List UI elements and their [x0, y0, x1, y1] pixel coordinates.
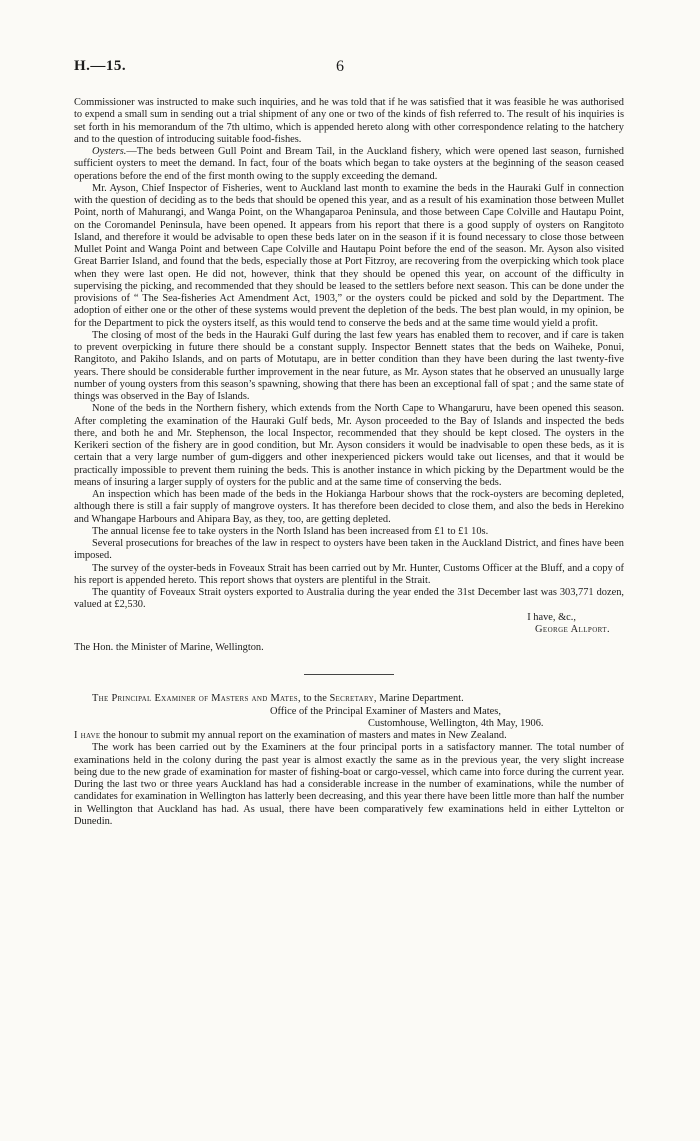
letter-to: Secretary, [329, 693, 377, 705]
section-divider [304, 674, 394, 675]
opening-words: I have [74, 730, 101, 741]
opening-text: the honour to submit my annual report on the examination of masters and mates in New Zealand. [100, 730, 507, 741]
signature-closing: I have, &c., [527, 611, 576, 623]
paragraph-foveaux-exports: The quantity of Foveaux Strait oysters exported to Australia during the year ended the 31st December last was 303,771 dozen, valued at £2,530. [74, 587, 624, 611]
letter-heading [74, 693, 624, 705]
paragraph-foveaux-survey: The survey of the oyster-beds in Foveaux Strait has been carried out by Mr. Hunter, Customs Officer at the Bluff, and a copy of his report is appended hereto. This report shows that oysters are plentiful in the Strait. [74, 562, 624, 586]
document-reference: H.—15. [74, 58, 127, 74]
paragraph-fish-inquiries: Commissioner was instructed to make such inquiries, and he was told that if he was satisfied that it was feasible he was authorised to expend a small sum in sending out a trial shipment of any one or two of the kinds of fish referred to. The result of his inquiries is set forth in his memorandum of the 7th ultimo, which is appended hereto along with other correspondence relating to the hatchery and to the question of introducing suitable food-fishes. [74, 97, 624, 145]
signature-name: George Allport. [535, 623, 610, 635]
paragraph-license-fee: The annual license fee to take oysters in the North Island has been increased from £1 to £1 10s. [92, 525, 489, 537]
paragraph-hokianga: An inspection which has been made of the beds in the Hokianga Harbour shows that the rock-oysters are becoming depleted, although there is still a fair supply of mangrove oysters. It has therefore been decided to close them, and also the beds in Herekino and Whangape Harbours and Ahipara Bay, as they, too, are getting depleted. [74, 489, 624, 525]
oysters-heading: Oysters. [92, 146, 127, 157]
paragraph-oysters [74, 146, 624, 183]
paragraph-hauraki-recovery: The closing of most of the beds in the Hauraki Gulf during the last few years has enabled them to recover, and if care is taken to prevent overpicking in future there should be a constant supply. Inspector Bennett states that the beds on Waiheke, Ponui, Rangitoto, and Pakiho Islands, and on parts of Motutapu, are in better condition than they have been during the last twenty-five years. There should be considerable further improvement in the near future, as Mr. Ayson states that he observed an unusually large number of young oysters from this season’s spawning, showing that there has been an exceptional fall of spat ; and the same state of things was observed in the Bay of Islands. [74, 329, 624, 402]
paragraph-ayson-inspection: Mr. Ayson, Chief Inspector of Fisheries, went to Auckland last month to examine the beds in the Hauraki Gulf in connection with the question of deciding as to the beds that should be opened this year, and as a result of his examination those between Mullet Point, north of Mahurangi, and Wanga Point, on the Whangaparoa Peninsula, and those between Cape Colville and Hautapu Point, on the Coromandel Peninsula, have been opened. It appears from his report that there is a good supply of oysters on Rangitoto Island, and therefore it would be advisable to open these beds later on in the season if it is found necessary to close those between Mullet Point and Wanga Point and between Cape Colville and Hautapu Point before the end of the season. Mr. Ayson also visited Great Barrier Island, and found that the beds, especially those at Port Fitzroy, are recovering from the overpicking which took place when they were last open. He did not, however, think that they should be opened this year, on account of the difficulty in supervising the picking, and recommended that they should be leased to the settlers before next season. This can be done under the provisions of “ The Sea-fisheries Act Amendment Act, 1903,” or the oysters could be picked and sold by the Department. The adoption of either one or the other of these systems would prevent the depletion of the beds. The best plan would, in my opinion, be for the Department to pick the oysters itself, as this would tend to conserve the beds and at the same time would yield a profit. [74, 182, 624, 329]
paragraph-prosecutions: Several prosecutions for breaches of the law in respect to oysters have been taken in the Auckland District, and fines have been imposed. [74, 538, 624, 562]
letter-from: The Principal Examiner of Masters and Mates, [92, 693, 301, 705]
report-body [74, 97, 624, 828]
page-number: 6 [336, 58, 344, 75]
letter-department: Marine Department. [376, 693, 464, 705]
paragraph-northern-fishery: None of the beds in the Northern fishery, which extends from the North Cape to Whangaruru, have been opened this season. After completing the examination of the Hauraki Gulf beds, Mr. Ayson proceeded to the Bay of Islands and inspected the beds there, and both he and Mr. Stephenson, the local Inspector, recommended that they should be kept closed. The oysters in the Kerikeri section of the fishery are in good condition, but Mr. Ayson considers it would be inadvisable to open these beds, as it is certain that a very large number of gum-diggers and other inexperienced pickers would take out licenses, and that it would be practically impossible to prevent them ruining the beds. This is another instance in which picking by the Department would be the means of insuring a larger supply of oysters for the public and at the same time of conserving the beds. [74, 403, 624, 488]
paragraph-examinations: The work has been carried out by the Examiners at the four principal ports in a satisfactory manner. The total number of examinations held in the colony during the past year is almost exactly the same as in the previous year, the very slight increase being due to the new grade of examination for master of fishing-boat or cargo-vessel, which came into force during the current year. During the last two or three years Auckland has had a considerable increase in the number of examinations, while the number of candidates for examination in Wellington has latterly been decreasing, and this year there have been little more than half the number in Wellington that Auckland has had. As usual, there have been comparatively few examinations held in either Lyttelton or Dunedin. [74, 742, 624, 827]
letter-opening [74, 730, 624, 742]
page-header [74, 58, 624, 80]
letter-to-word: to the [300, 693, 330, 705]
office-line: Office of the Principal Examiner of Masters and Mates, [270, 705, 501, 717]
signature-block [74, 612, 610, 637]
addressee: The Hon. the Minister of Marine, Wellington. [74, 642, 264, 653]
oysters-text: —The beds between Gull Point and Bream Tail, in the Auckland fishery, which were opened last season, furnished sufficient oysters to meet the demand. In fact, four of the boats which began to take oysters at the beginning of the season ceased operations before the end of the first month owing to the supply exceeding the demand. [74, 146, 624, 182]
place-date-line: Customhouse, Wellington, 4th May, 1906. [368, 717, 544, 729]
